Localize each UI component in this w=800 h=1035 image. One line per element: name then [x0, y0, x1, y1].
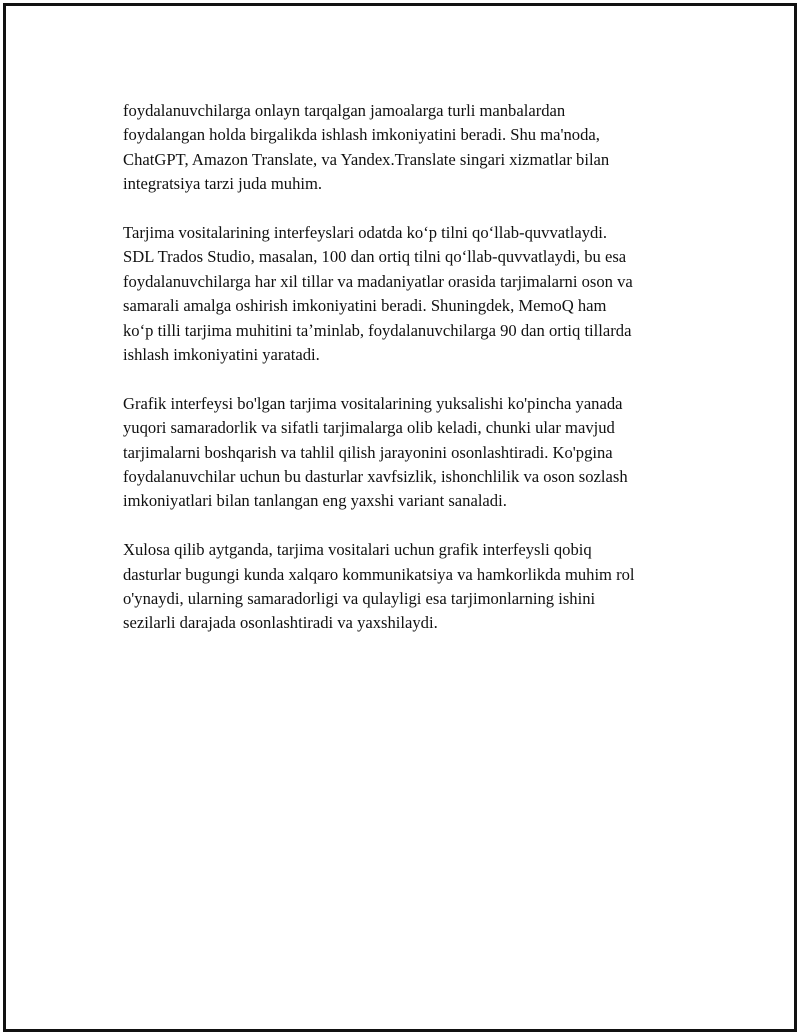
text-line: dasturlar bugungi kunda xalqaro kommunikatsiya va hamkorlikda muhim rol	[123, 564, 635, 584]
paragraph-4	[123, 538, 695, 636]
text-line: ishlash imkoniyatini yaratadi.	[123, 345, 320, 365]
text-line: Grafik interfeysi bo'lgan tarjima vositalarining yuksalishi ko'pincha yanada	[123, 393, 623, 413]
text-line: samarali amalga oshirish imkoniyatini beradi. Shuningdek, MemoQ ham	[123, 296, 607, 316]
paragraph-2	[123, 221, 695, 367]
text-line: foydalanuvchilarga har xil tillar va madaniyatlar orasida tarjimalarni oson va	[123, 271, 633, 291]
text-line: foydalanuvchilarga onlayn tarqalgan jamoalarga turli manbalardan	[123, 101, 566, 120]
paragraph-1	[123, 99, 695, 197]
text-line: Xulosa qilib aytganda, tarjima vositalari uchun grafik interfeysli qobiq	[123, 540, 592, 560]
text-line: tarjimalarni boshqarish va tahlil qilish jarayonini osonlashtiradi. Ko'pgina	[123, 442, 613, 462]
paragraph-3	[123, 392, 695, 514]
text-line: foydalanuvchilar uchun bu dasturlar xavfsizlik, ishonchlilik va oson sozlash	[123, 467, 628, 487]
text-line: ChatGPT, Amazon Translate, va Yandex.Translate singari xizmatlar bilan	[123, 149, 610, 169]
text-line: foydalangan holda birgalikda ishlash imkoniyatini beradi. Shu ma'noda,	[123, 125, 600, 145]
page-frame	[3, 3, 797, 1032]
text-line: imkoniyatlari bilan tanlangan eng yaxshi variant sanaladi.	[123, 491, 507, 511]
text-line: integratsiya tarzi juda muhim.	[123, 174, 323, 194]
document-body	[123, 99, 695, 660]
text-line: koʻp tilli tarjima muhitini taʼminlab, foydalanuvchilarga 90 dan ortiq tillarda	[123, 320, 632, 340]
text-line: o'ynaydi, ularning samaradorligi va qulayligi esa tarjimonlarning ishini	[123, 589, 596, 609]
text-line: sezilarli darajada osonlashtiradi va yaxshilaydi.	[123, 613, 438, 633]
text-line: yuqori samaradorlik va sifatli tarjimalarga olib keladi, chunki ular mavjud	[123, 418, 615, 438]
text-line: Tarjima vositalarining interfeyslari odatda koʻp tilni qoʻllab-quvvatlaydi.	[123, 223, 608, 243]
text-line: SDL Trados Studio, masalan, 100 dan ortiq tilni qoʻllab-quvvatlaydi, bu esa	[123, 247, 627, 267]
